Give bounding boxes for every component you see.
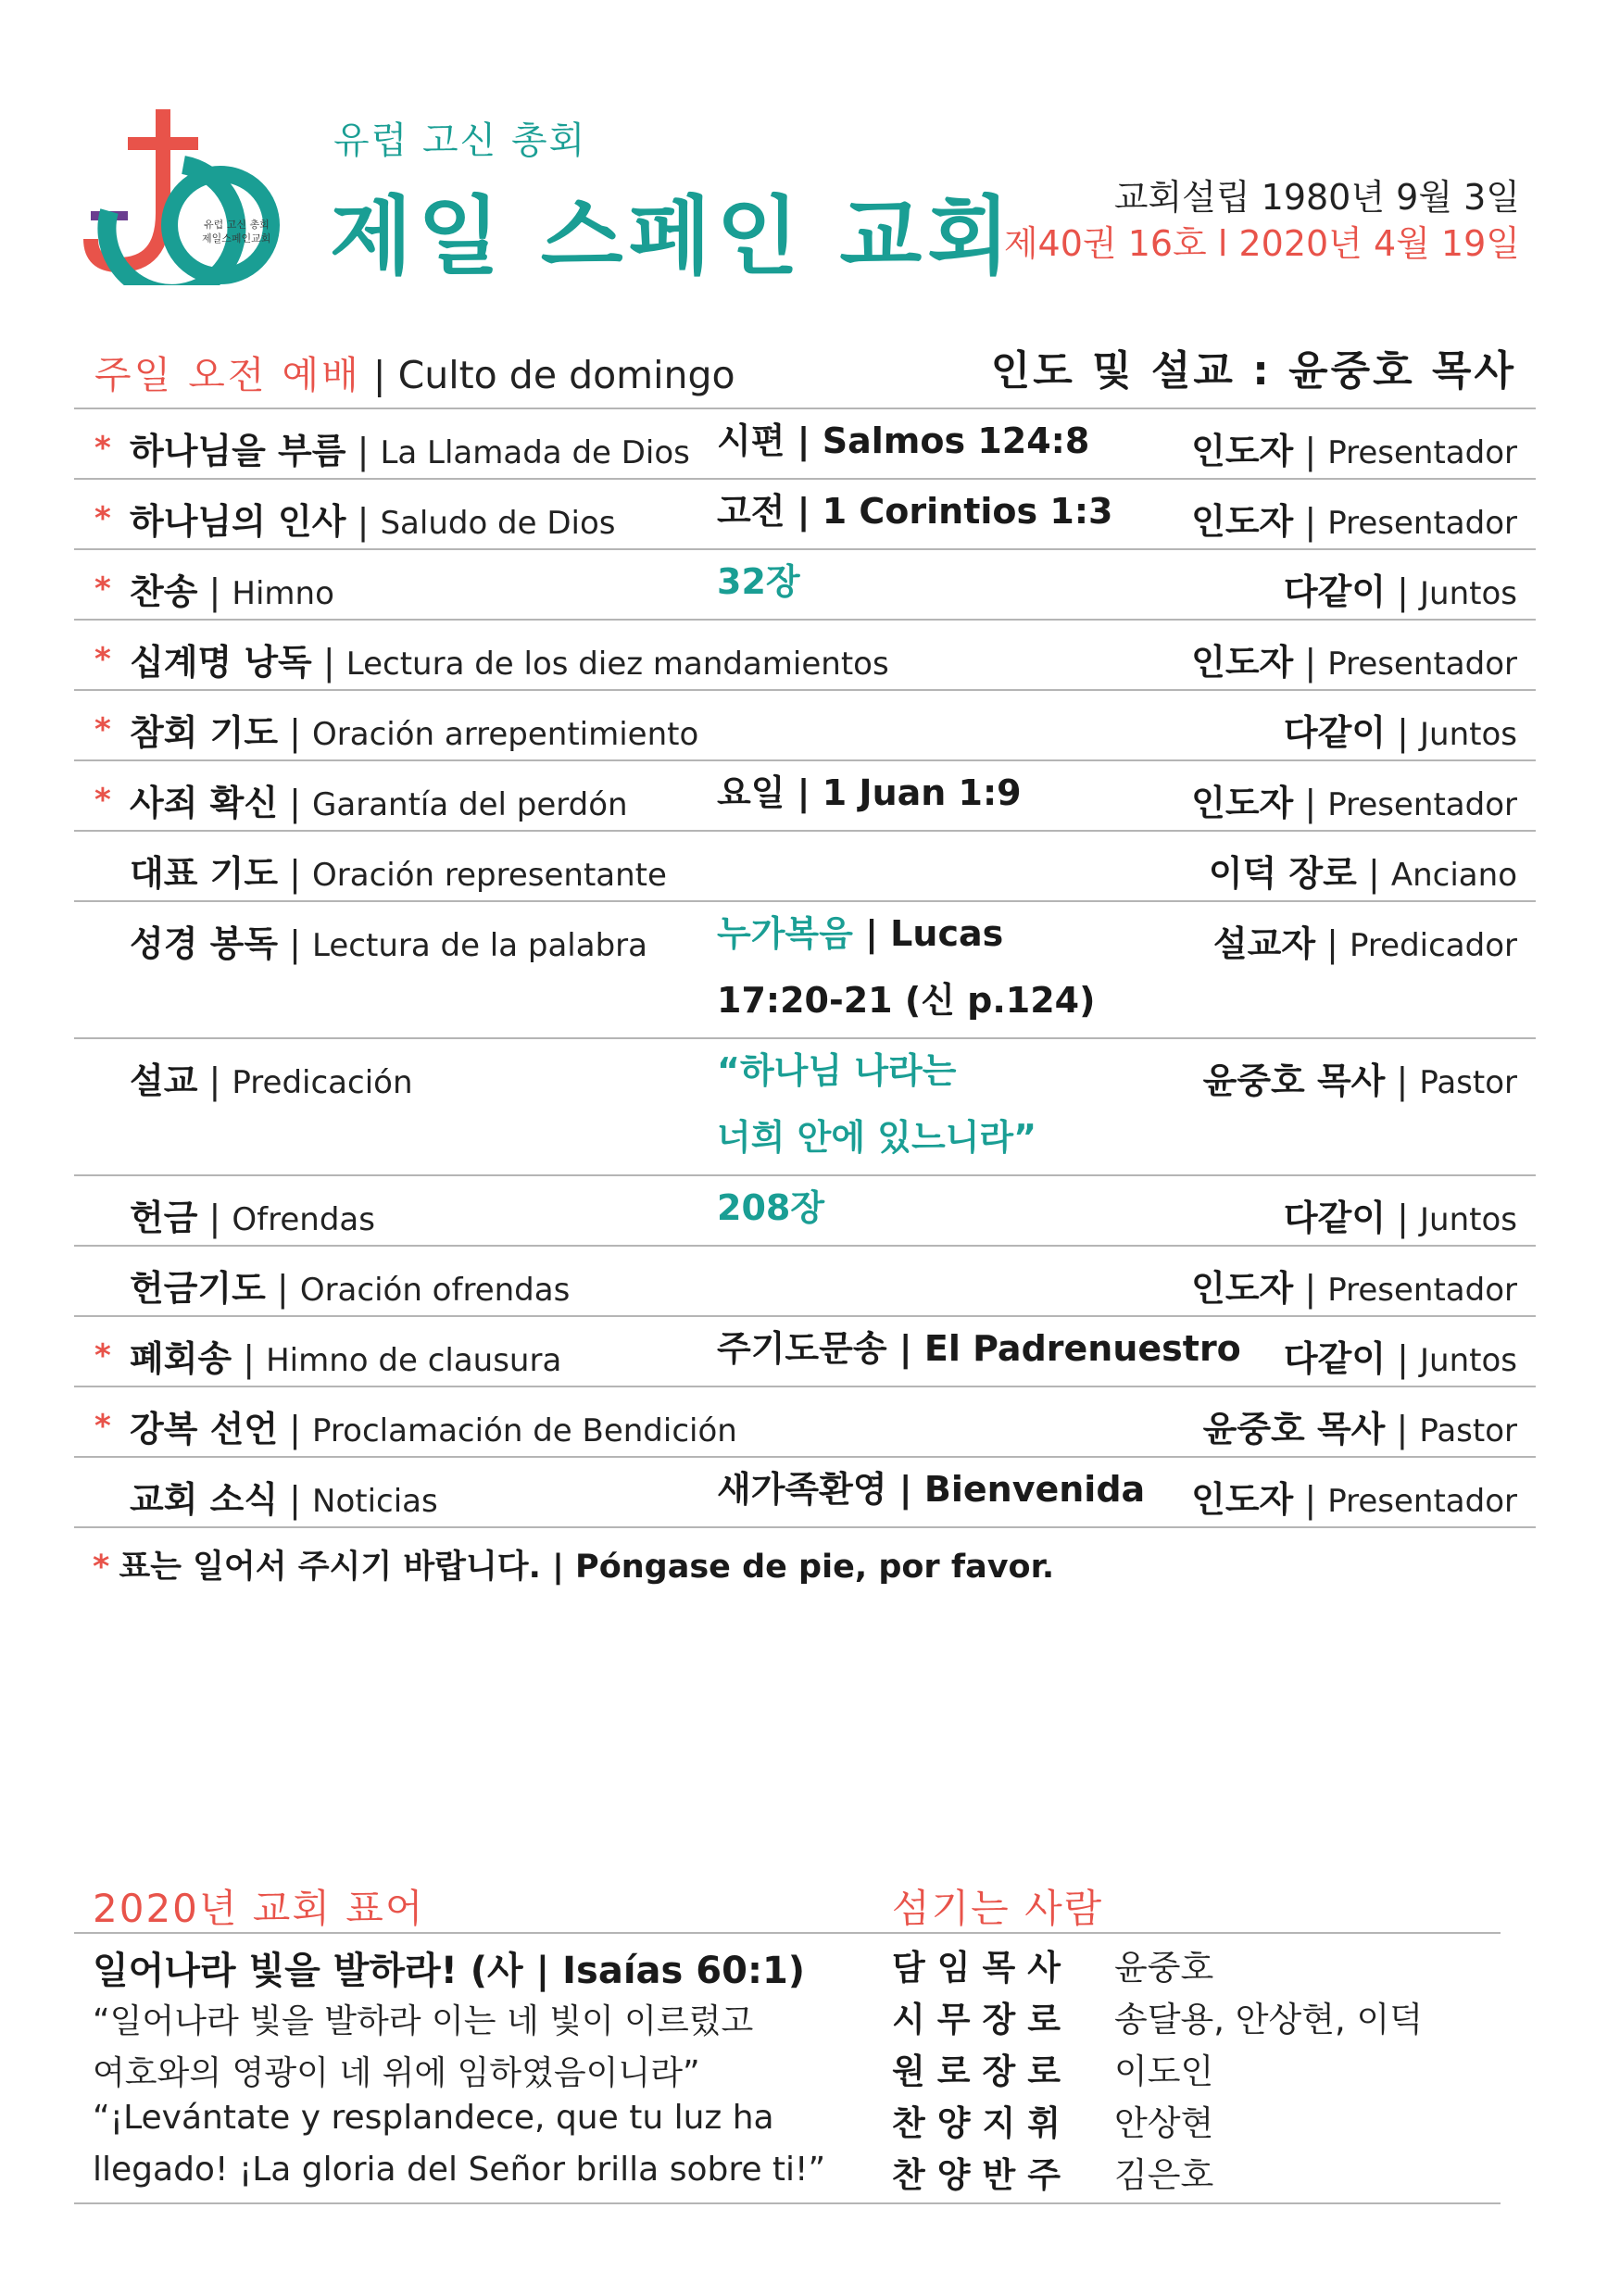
item-es: Himno de clausura [266,1342,562,1379]
motto-line: “¡Levántate y resplandece, que tu luz ha [93,2099,774,2137]
role-ko: 설교자 [1212,923,1316,964]
item-ko: 헌금기도 [130,1268,266,1309]
item-ref: 고전 | 1 Corintios 1:3 [717,491,1113,532]
ref-book-es: | Lucas [852,913,1004,954]
item-es: Saludo de Dios [380,505,616,542]
role-ko: 인도자 [1191,431,1294,471]
ref-book-ko: 누가복음 [717,913,853,954]
item-ref: 208장 [717,1187,825,1228]
item-es: Predicación [232,1064,413,1101]
order-row: * 하나님을 부름 | La Llamada de Dios 시편 | Salmos 124:8 인도자 | Presentador [74,409,1536,480]
item-es: Lectura de los diez mandamientos [345,646,889,683]
role-es: Juntos [1420,1201,1517,1238]
item-ko: 참회 기도 [130,712,279,753]
role-es: Presentador [1327,1272,1517,1309]
denomination: 유럽 고신 총회 [333,119,587,162]
stand-marker: * [94,641,111,678]
motto-line: llegado! ¡La gloria del Señor brilla sobre ti!” [93,2151,826,2189]
item-ko: 사죄 확신 [130,783,279,823]
stand-marker: * [94,571,111,608]
role-ko: 인도자 [1191,1268,1294,1309]
order-row: * 사죄 확신 | Garantía del perdón 요일 | 1 Juan 1:9 인도자 | Presentador [74,761,1536,832]
sermon-title [717,1037,1036,1171]
role-es: Presentador [1327,505,1517,542]
motto-line: “일어나라 빛을 발하라 이는 네 빛이 이르렀고 [93,2002,754,2040]
role-ko: 다같이 [1283,1198,1387,1238]
role-ko: 인도자 [1191,642,1294,683]
staff-role: 원로장로 [892,2051,1073,2091]
role-ko: 다같이 [1283,571,1387,612]
item-ko: 강복 선언 [130,1409,279,1449]
item-ref: 시편 | Salmos 124:8 [717,420,1090,461]
sermon-title-line1: “하나님 나라는 [717,1050,957,1091]
item-ko: 폐회송 [130,1338,232,1379]
issue-info: 제40권 16호 l 2020년 4월 19일 [1003,223,1520,264]
item-ko: 찬송 [130,571,198,612]
role-ko: 인도자 [1191,1479,1294,1520]
staff-row [892,2147,1213,2197]
stand-marker: * [94,500,111,537]
role-ko: 윤중호 목사 [1202,1409,1386,1449]
motto-headline: 일어나라 빛을 발하라! (사 | Isaías 60:1) [93,1950,806,1992]
order-row: 성경 봉독 | Lectura de la palabra 누가복음 | Lucas 17:20-21 (신 p.124) 설교자 | Predicador [74,902,1536,1039]
staff-role: 찬양지휘 [892,2103,1073,2143]
stand-marker: * [94,711,111,748]
item-es: Proclamación de Bendición [312,1412,737,1449]
staff-row [892,1939,1213,1989]
role-es: Anciano [1390,857,1517,894]
role-es: Presentador [1327,434,1517,471]
church-name: 제일 스페인 교회 [330,187,1016,286]
staff-title: 섬기는 사람 [892,1886,1104,1931]
staff-role: 시무장로 [892,2000,1073,2039]
standing-note [93,1541,1054,1587]
role-es: Juntos [1420,716,1517,753]
role-ko: 인도자 [1191,783,1294,823]
service-leader: 인도 및 설교 : 윤중호 목사 [990,347,1516,395]
order-row: * 폐회송 | Himno de clausura 주기도문송 | El Padrenuestro 다같이 | Juntos [74,1317,1536,1387]
item-ko: 십계명 낭독 [130,642,312,683]
svg-text:제일스페인교회: 제일스페인교회 [202,232,271,245]
item-ref [717,900,1095,1034]
item-ko: 설교 [130,1060,198,1101]
role-es: Pastor [1419,1064,1517,1101]
staff-row [892,1991,1423,2041]
service-title: 주일 오전 예배 | Culto de domingo [94,353,735,397]
item-es: La Llamada de Dios [380,434,690,471]
order-row: * 찬송 | Himno 32장 다같이 | Juntos [74,550,1536,621]
sermon-title-line2: 너희 안에 있느니라” [717,1117,1037,1158]
stand-marker: * [94,782,111,819]
order-row: 헌금기도 | Oración ofrendas 인도자 | Presentador [74,1247,1536,1317]
staff-names: 이도인 [1114,2051,1214,2091]
item-ref: 32장 [717,561,800,602]
staff-row [892,2043,1213,2093]
service-title-es: Culto de domingo [397,353,735,397]
order-row: * 하나님의 인사 | Saludo de Dios 고전 | 1 Corintios 1:3 인도자 | Presentador [74,480,1536,550]
item-es: Noticias [312,1483,438,1520]
item-es: Himno [232,575,334,612]
item-ko: 하나님의 인사 [130,501,346,542]
role-es: Presentador [1327,786,1517,823]
motto-line: 여호와의 영광이 네 위에 임하였음이니라” [93,2054,700,2092]
item-es: Garantía del perdón [312,786,628,823]
staff-row [892,2095,1213,2145]
item-ko: 대표 기도 [130,853,279,894]
role-ko: 다같이 [1283,1338,1387,1379]
logo-graphic [82,109,295,285]
order-row: * 십계명 낭독 | Lectura de los diez mandamientos 인도자 | Presentador [74,621,1536,691]
item-ko: 하나님을 부름 [130,431,346,471]
item-es: Oración arrepentimiento [312,716,699,753]
item-es: Ofrendas [232,1201,375,1238]
order-row: * 참회 기도 | Oración arrepentimiento 다같이 | Juntos [74,691,1536,761]
item-ref: 주기도문송 | El Padrenuestro [717,1328,1241,1369]
staff-role: 담임목사 [892,1948,1073,1988]
stand-marker: * [93,1549,110,1586]
stand-marker: * [94,430,111,467]
staff-names: 송달용, 안상현, 이덕 [1114,2000,1423,2039]
order-row: 교회 소식 | Noticias 새가족환영 | Bienvenida 인도자 | Presentador [74,1458,1536,1528]
order-row: * 강복 선언 | Proclamación de Bendición 윤중호 목사 | Pastor [74,1387,1536,1458]
svg-text:유럽 고신 총회: 유럽 고신 총회 [204,219,270,231]
role-ko: 윤중호 목사 [1202,1060,1386,1101]
item-ref: 요일 | 1 Juan 1:9 [717,772,1022,813]
role-es: Presentador [1327,646,1517,683]
role-ko: 이덕 장로 [1208,853,1357,894]
founded-date: 교회설립 1980년 9월 3일 [1113,177,1520,218]
order-row: 대표 기도 | Oración representante 이덕 장로 | Anciano [74,832,1536,902]
item-es: Oración representante [312,857,667,894]
role-ko: 인도자 [1191,501,1294,542]
role-ko: 다같이 [1283,712,1387,753]
staff-names: 안상현 [1114,2103,1214,2143]
stand-marker: * [94,1408,111,1445]
service-title-ko: 주일 오전 예배 [94,353,361,397]
role-es: Pastor [1419,1412,1517,1449]
ref-verse: 17:20-21 (신 p.124) [717,980,1096,1021]
role-es: Juntos [1420,1342,1517,1379]
item-ref: 새가족환영 | Bienvenida [717,1469,1146,1510]
order-row: 설교 | Predicación “하나님 나라는 너희 안에 있느니라” 윤중호 목사 | Pastor [74,1039,1536,1176]
motto-title: 2020년 교회 표어 [93,1886,425,1931]
divider [74,2202,1501,2204]
order-of-worship [74,408,1536,1528]
role-es: Predicador [1350,927,1517,964]
staff-names: 김은호 [1114,2155,1214,2195]
standing-note-text: 표는 일어서 주시기 바랍니다. | Póngase de pie, por favor. [119,1549,1055,1586]
item-ko: 교회 소식 [130,1479,279,1520]
item-ko: 성경 봉독 [130,923,279,964]
staff-names: 윤중호 [1114,1948,1214,1988]
role-es: Presentador [1327,1483,1517,1520]
order-row: 헌금 | Ofrendas 208장 다같이 | Juntos [74,1176,1536,1247]
role-es: Juntos [1420,575,1517,612]
divider [74,1932,1501,1934]
church-logo [82,109,295,285]
stand-marker: * [94,1337,111,1374]
item-es: Lectura de la palabra [312,927,647,964]
item-ko: 헌금 [130,1198,198,1238]
item-es: Oración ofrendas [299,1272,571,1309]
staff-role: 찬양반주 [892,2155,1073,2195]
